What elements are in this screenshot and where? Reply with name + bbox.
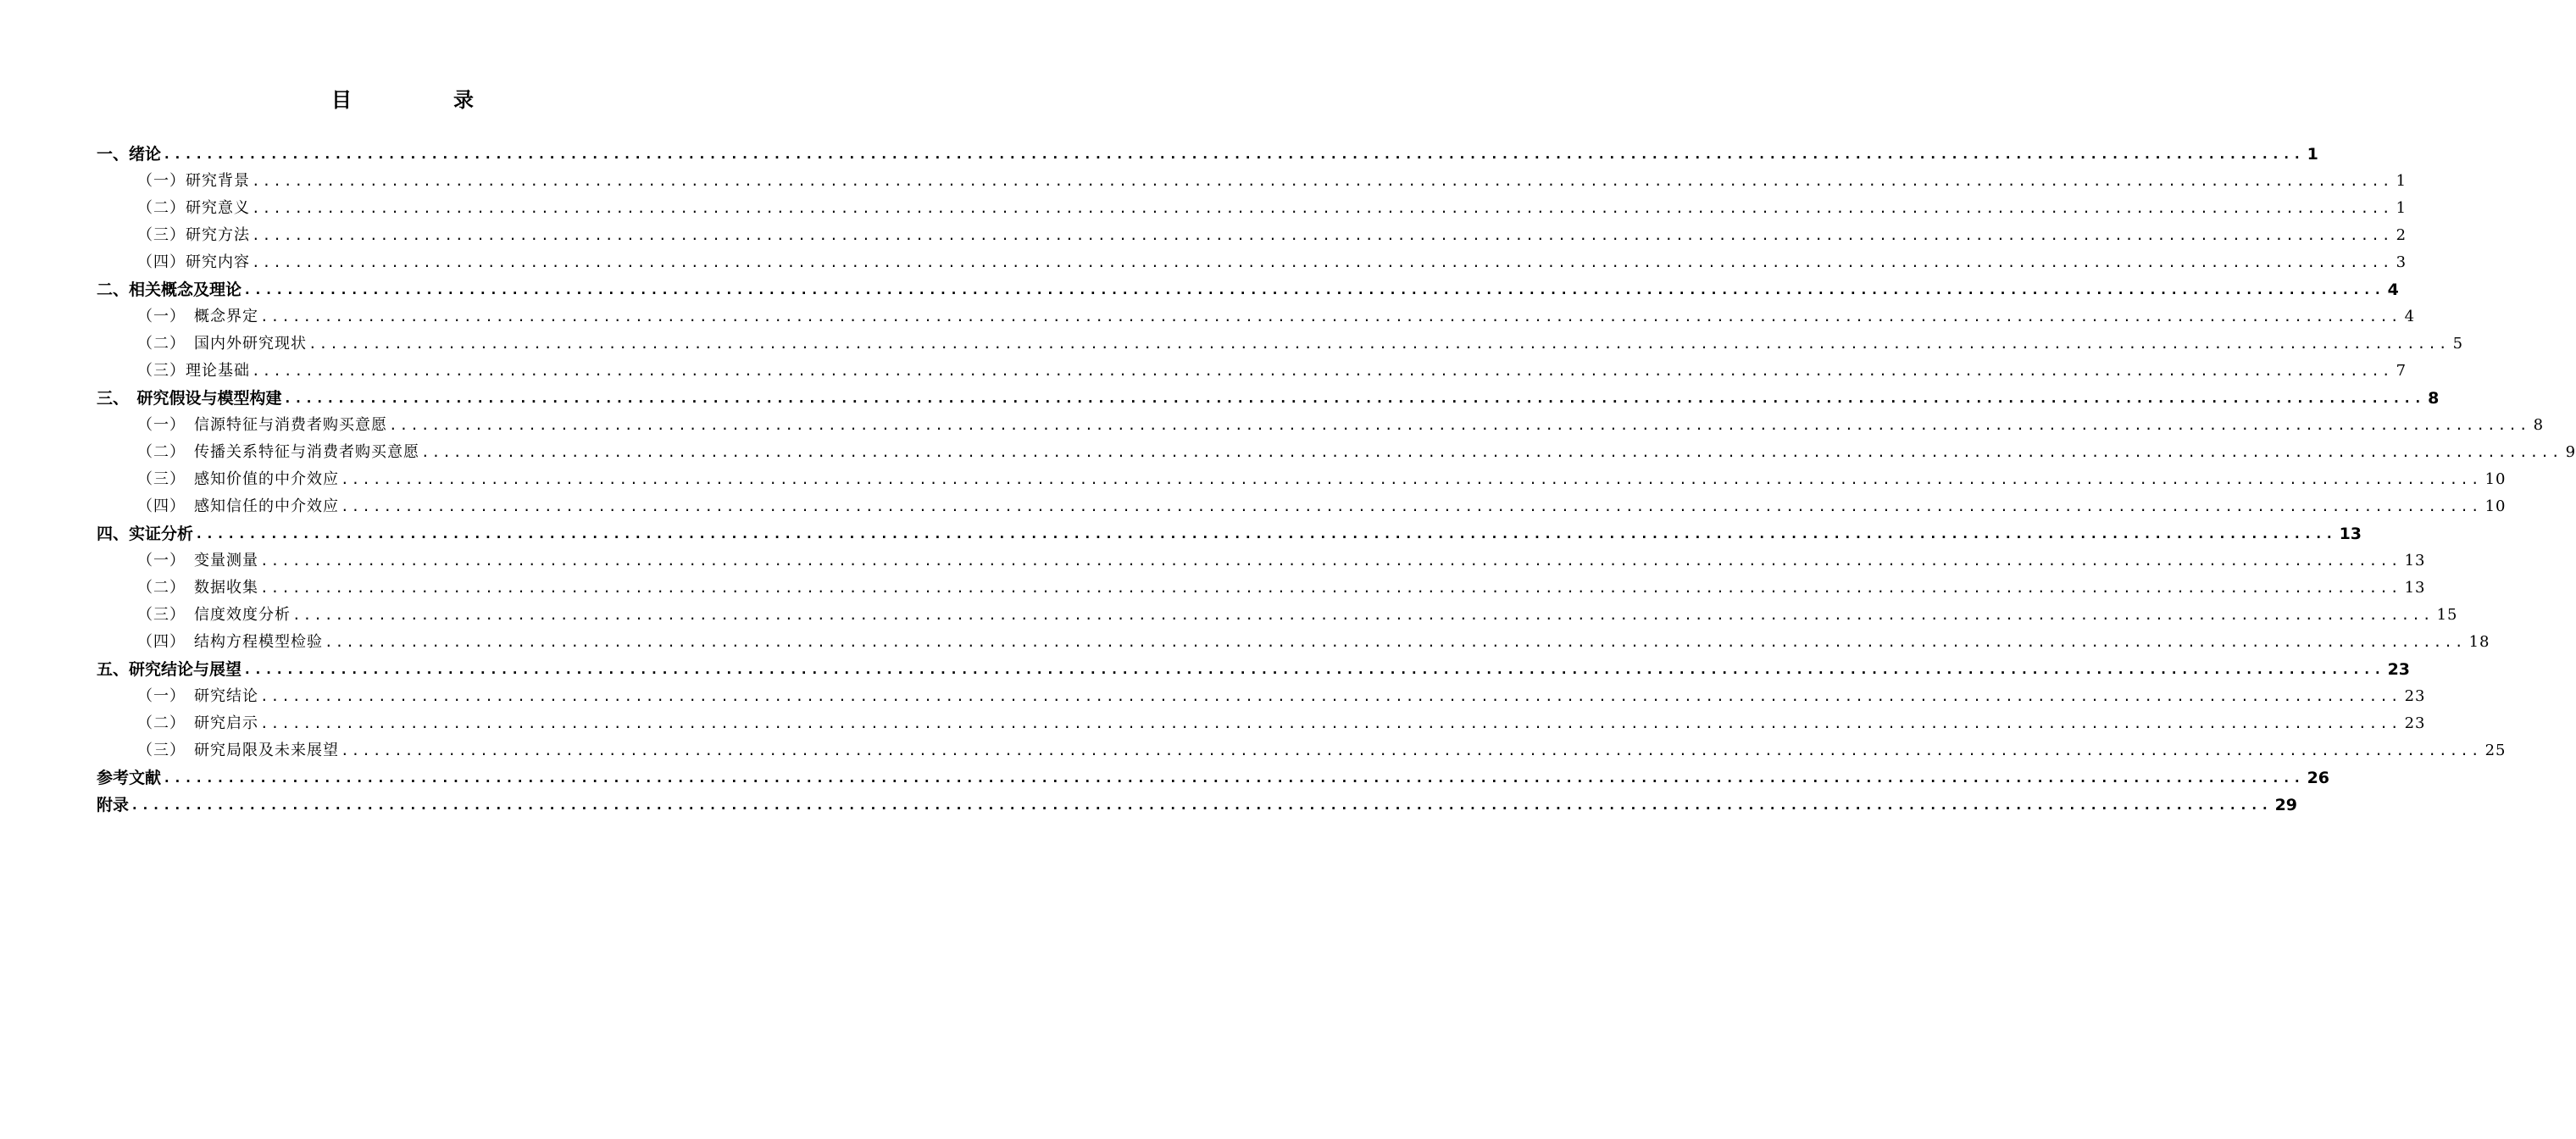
toc-entry-chapter[interactable] (97, 764, 2330, 792)
toc-entry-label: 一、绪论 (97, 145, 162, 164)
toc-entry-section[interactable] (97, 737, 2507, 764)
toc-page-number: 2 (2396, 226, 2407, 244)
toc-entry-section[interactable] (97, 168, 2407, 195)
toc-page-number: 26 (2307, 769, 2330, 787)
toc-leader-dots: ........................................................................................................................................................................................................ (283, 390, 2425, 406)
toc-page-number: 1 (2396, 199, 2407, 217)
toc-entry-label: （四） 感知信任的中介效应 (137, 497, 339, 515)
toc-page-number: 4 (2404, 308, 2416, 325)
toc-page-number: 13 (2404, 579, 2426, 597)
toc-page-number: 8 (2533, 416, 2545, 434)
toc-entry-label: （四）研究内容 (137, 253, 250, 271)
toc-leader-dots: ........................................................................................................................................................................................................ (260, 715, 2401, 731)
page-title: 目 录 (331, 87, 514, 112)
toc-page-number: 13 (2404, 552, 2426, 570)
toc-leader-dots: ........................................................................................................................................................................................................ (252, 254, 2393, 270)
toc-entry-label: （一） 变量测量 (137, 552, 258, 570)
toc-leader-dots: ........................................................................................................................................................................................................ (243, 281, 2384, 297)
toc-entry-label: （二） 国内外研究现状 (137, 335, 307, 353)
toc-entry-section[interactable] (97, 466, 2507, 493)
toc-entry-section[interactable] (97, 303, 2416, 331)
toc-page-number: 23 (2404, 687, 2426, 705)
toc-leader-dots: ........................................................................................................................................................................................................ (163, 146, 2304, 162)
toc-entry-label: （一） 概念界定 (137, 308, 258, 325)
toc-entry-section[interactable] (97, 412, 2545, 439)
toc-leader-dots: ........................................................................................................................................................................................................ (252, 200, 2393, 216)
toc-leader-dots: ........................................................................................................................................................................................................ (260, 580, 2401, 596)
toc-leader-dots: ........................................................................................................................................................................................................ (389, 417, 2530, 433)
toc-page-number: 8 (2428, 389, 2440, 408)
toc-entry-chapter[interactable] (97, 792, 2298, 819)
toc-entry-section[interactable] (97, 629, 2490, 656)
toc-leader-dots: ........................................................................................................................................................................................................ (292, 607, 2434, 623)
table-of-contents (97, 141, 2576, 819)
toc-page-number: 25 (2484, 742, 2507, 759)
toc-entry-chapter[interactable] (97, 656, 2411, 683)
toc-entry-section[interactable] (97, 358, 2407, 385)
toc-entry-section[interactable] (97, 547, 2426, 575)
toc-page-number: 23 (2387, 660, 2411, 679)
toc-entry-label: （一） 信源特征与消费者购买意愿 (137, 416, 387, 434)
toc-leader-dots: ........................................................................................................................................................................................................ (252, 173, 2393, 189)
toc-entry-chapter[interactable] (97, 141, 2318, 168)
toc-page-number: 10 (2484, 497, 2507, 515)
toc-entry-section[interactable] (97, 602, 2458, 629)
toc-entry-section[interactable] (97, 195, 2407, 222)
toc-entry-section[interactable] (97, 331, 2464, 358)
toc-page-number: 4 (2387, 281, 2399, 299)
toc-entry-label: （二） 数据收集 (137, 579, 258, 597)
toc-entry-section[interactable] (97, 575, 2426, 602)
toc-leader-dots: ........................................................................................................................................................................................................ (421, 444, 2562, 460)
toc-entry-label: （二） 研究启示 (137, 714, 258, 732)
toc-page-number: 5 (2452, 335, 2464, 353)
toc-entry-label: （三）理论基础 (137, 362, 250, 380)
toc-page-number: 10 (2484, 470, 2507, 488)
toc-leader-dots: ........................................................................................................................................................................................................ (243, 661, 2384, 677)
toc-entry-chapter[interactable] (97, 520, 2362, 547)
toc-page-number: 1 (2396, 172, 2407, 190)
toc-entry-section[interactable] (97, 439, 2576, 466)
toc-entry-section[interactable] (97, 493, 2507, 520)
toc-entry-label: （三）研究方法 (137, 226, 250, 244)
toc-leader-dots: ........................................................................................................................................................................................................ (252, 363, 2393, 379)
toc-entry-label: （一） 研究结论 (137, 687, 258, 705)
toc-page-number: 23 (2404, 714, 2426, 732)
toc-leader-dots: ........................................................................................................................................................................................................ (260, 688, 2401, 704)
toc-leader-dots: ........................................................................................................................................................................................................ (260, 553, 2401, 569)
toc-leader-dots: ........................................................................................................................................................................................................ (341, 498, 2482, 514)
toc-page-number: 1 (2307, 145, 2318, 164)
toc-entry-label: 二、相关概念及理论 (97, 281, 242, 299)
toc-leader-dots: ........................................................................................................................................................................................................ (341, 471, 2482, 487)
toc-entry-label: 三、 研究假设与模型构建 (97, 389, 282, 408)
toc-entry-label: 五、研究结论与展望 (97, 660, 242, 679)
toc-leader-dots: ........................................................................................................................................................................................................ (195, 525, 2336, 542)
toc-entry-section[interactable] (97, 683, 2426, 710)
toc-page-number: 29 (2274, 796, 2298, 814)
toc-entry-label: （二） 传播关系特征与消费者购买意愿 (137, 443, 419, 461)
toc-entry-label: （三） 感知价值的中介效应 (137, 470, 339, 488)
toc-entry-label: （三） 研究局限及未来展望 (137, 742, 339, 759)
toc-leader-dots: ........................................................................................................................................................................................................ (163, 770, 2304, 786)
toc-page-number: 9 (2565, 443, 2576, 461)
toc-entry-section[interactable] (97, 249, 2407, 276)
toc-entry-chapter[interactable] (97, 385, 2440, 412)
toc-entry-section[interactable] (97, 222, 2407, 249)
toc-entry-label: （二）研究意义 (137, 199, 250, 217)
toc-leader-dots: ........................................................................................................................................................................................................ (325, 634, 2466, 650)
toc-entry-label: （四） 结构方程模型检验 (137, 633, 323, 651)
toc-leader-dots: ........................................................................................................................................................................................................ (252, 227, 2393, 243)
toc-entry-label: （一）研究背景 (137, 172, 250, 190)
toc-leader-dots: ........................................................................................................................................................................................................ (308, 336, 2450, 352)
toc-entry-label: （三） 信度效度分析 (137, 606, 291, 624)
toc-entry-label: 附录 (97, 796, 130, 814)
toc-leader-dots: ........................................................................................................................................................................................................ (130, 797, 2272, 813)
toc-entry-section[interactable] (97, 710, 2426, 737)
toc-page-number: 7 (2396, 362, 2407, 380)
toc-page-number: 15 (2436, 606, 2458, 624)
toc-entry-label: 参考文献 (97, 769, 162, 787)
toc-leader-dots: ........................................................................................................................................................................................................ (341, 742, 2482, 758)
toc-page-number: 13 (2339, 525, 2362, 543)
toc-page-number: 3 (2396, 253, 2407, 271)
toc-page-number: 18 (2468, 633, 2490, 651)
toc-entry-label: 四、实证分析 (97, 525, 194, 543)
toc-leader-dots: ........................................................................................................................................................................................................ (260, 308, 2401, 325)
toc-entry-chapter[interactable] (97, 276, 2399, 303)
